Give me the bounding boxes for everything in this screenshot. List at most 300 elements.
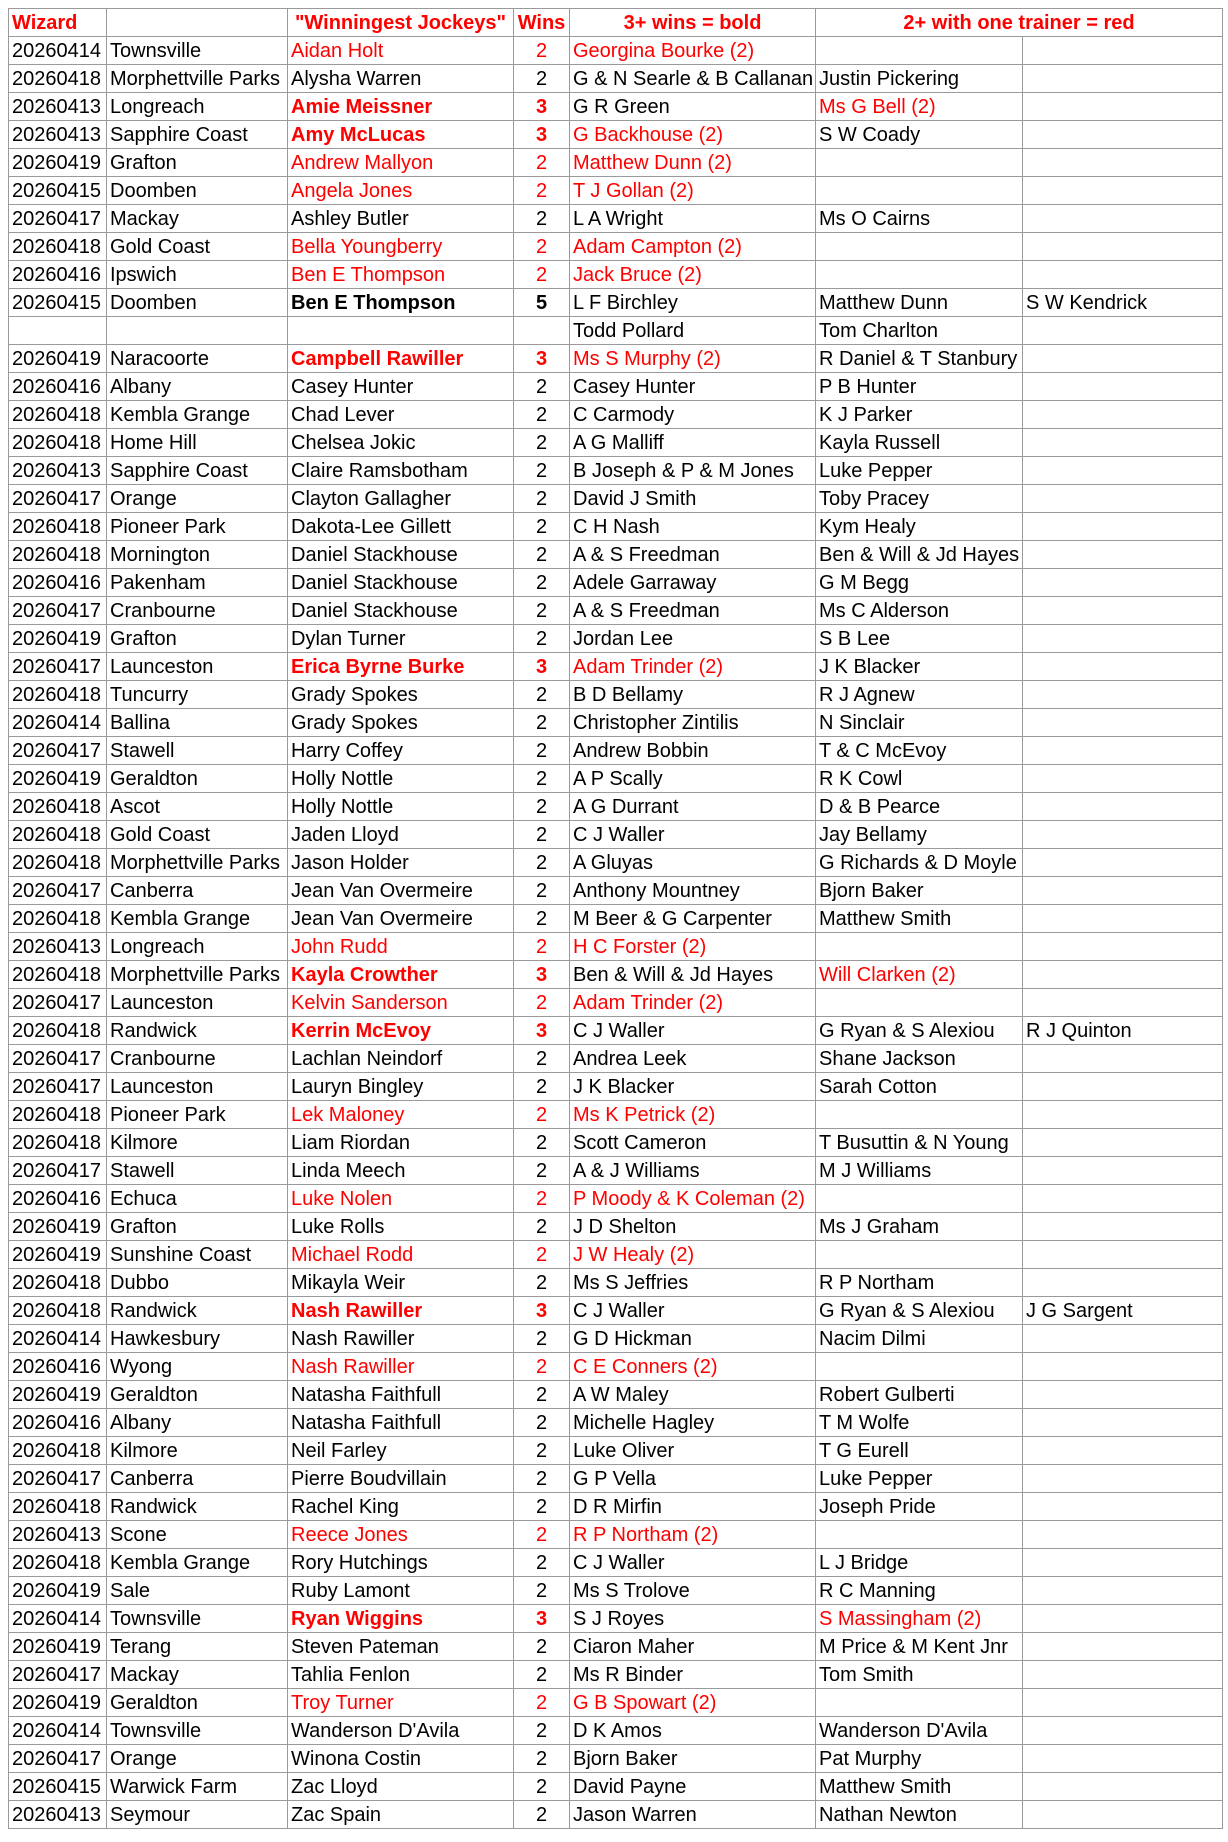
cell-trainer-1[interactable]: Scott Cameron: [570, 1129, 816, 1157]
cell-trainer-3[interactable]: [1023, 905, 1223, 933]
cell-track[interactable]: Scone: [107, 1521, 288, 1549]
cell-trainer-2[interactable]: P B Hunter: [816, 373, 1023, 401]
cell-trainer-3[interactable]: [1023, 317, 1223, 345]
cell-trainer-3[interactable]: [1023, 1101, 1223, 1129]
cell-date[interactable]: 20260419: [9, 1241, 107, 1269]
cell-date[interactable]: 20260417: [9, 597, 107, 625]
cell-track[interactable]: Launceston: [107, 1073, 288, 1101]
cell-date[interactable]: 20260416: [9, 1353, 107, 1381]
cell-track[interactable]: Launceston: [107, 989, 288, 1017]
cell-trainer-1[interactable]: H C Forster (2): [570, 933, 816, 961]
cell-trainer-3[interactable]: [1023, 205, 1223, 233]
cell-trainer-2[interactable]: T G Eurell: [816, 1437, 1023, 1465]
cell-wins[interactable]: 2: [514, 681, 570, 709]
cell-trainer-3[interactable]: [1023, 1073, 1223, 1101]
cell-date[interactable]: 20260417: [9, 989, 107, 1017]
cell-jockey[interactable]: Holly Nottle: [288, 793, 514, 821]
cell-wins[interactable]: 2: [514, 513, 570, 541]
cell-trainer-2[interactable]: [816, 1101, 1023, 1129]
cell-trainer-3[interactable]: [1023, 1129, 1223, 1157]
cell-trainer-3[interactable]: [1023, 1185, 1223, 1213]
cell-track[interactable]: Hawkesbury: [107, 1325, 288, 1353]
cell-wins[interactable]: 2: [514, 1045, 570, 1073]
header-wins[interactable]: Wins: [514, 9, 570, 37]
cell-jockey[interactable]: Ashley Butler: [288, 205, 514, 233]
cell-trainer-3[interactable]: [1023, 37, 1223, 65]
cell-trainer-3[interactable]: [1023, 65, 1223, 93]
cell-track[interactable]: Grafton: [107, 149, 288, 177]
cell-wins[interactable]: 3: [514, 93, 570, 121]
cell-track[interactable]: Ascot: [107, 793, 288, 821]
cell-date[interactable]: 20260413: [9, 933, 107, 961]
cell-trainer-1[interactable]: A & S Freedman: [570, 597, 816, 625]
cell-wins[interactable]: 2: [514, 737, 570, 765]
cell-track[interactable]: Mornington: [107, 541, 288, 569]
cell-jockey[interactable]: Jaden Lloyd: [288, 821, 514, 849]
cell-date[interactable]: 20260417: [9, 1745, 107, 1773]
cell-trainer-2[interactable]: [816, 177, 1023, 205]
cell-trainer-2[interactable]: J K Blacker: [816, 653, 1023, 681]
cell-trainer-1[interactable]: L F Birchley: [570, 289, 816, 317]
cell-jockey[interactable]: Steven Pateman: [288, 1633, 514, 1661]
cell-jockey[interactable]: Natasha Faithfull: [288, 1409, 514, 1437]
cell-trainer-1[interactable]: A & J Williams: [570, 1157, 816, 1185]
cell-date[interactable]: 20260417: [9, 205, 107, 233]
header-jockey[interactable]: "Winningest Jockeys": [288, 9, 514, 37]
cell-trainer-1[interactable]: Adam Campton (2): [570, 233, 816, 261]
cell-trainer-1[interactable]: C J Waller: [570, 1549, 816, 1577]
cell-trainer-2[interactable]: [816, 149, 1023, 177]
cell-trainer-1[interactable]: G D Hickman: [570, 1325, 816, 1353]
cell-track[interactable]: Townsville: [107, 1717, 288, 1745]
cell-jockey[interactable]: Bella Youngberry: [288, 233, 514, 261]
cell-jockey[interactable]: Lauryn Bingley: [288, 1073, 514, 1101]
cell-track[interactable]: Stawell: [107, 1157, 288, 1185]
cell-track[interactable]: Sapphire Coast: [107, 457, 288, 485]
cell-trainer-2[interactable]: [816, 1185, 1023, 1213]
cell-trainer-1[interactable]: C E Conners (2): [570, 1353, 816, 1381]
cell-track[interactable]: Gold Coast: [107, 821, 288, 849]
cell-jockey[interactable]: Jean Van Overmeire: [288, 905, 514, 933]
cell-wins[interactable]: 2: [514, 849, 570, 877]
cell-jockey[interactable]: Lachlan Neindorf: [288, 1045, 514, 1073]
cell-track[interactable]: Doomben: [107, 177, 288, 205]
cell-wins[interactable]: 2: [514, 877, 570, 905]
cell-date[interactable]: 20260418: [9, 1437, 107, 1465]
cell-trainer-3[interactable]: [1023, 1521, 1223, 1549]
cell-wins[interactable]: 2: [514, 625, 570, 653]
cell-date[interactable]: 20260417: [9, 653, 107, 681]
cell-wins[interactable]: 2: [514, 1185, 570, 1213]
cell-date[interactable]: 20260416: [9, 1409, 107, 1437]
cell-wins[interactable]: 2: [514, 541, 570, 569]
cell-trainer-3[interactable]: [1023, 1409, 1223, 1437]
cell-wins[interactable]: 2: [514, 793, 570, 821]
header-track[interactable]: [107, 9, 288, 37]
cell-trainer-1[interactable]: Anthony Mountney: [570, 877, 816, 905]
cell-jockey[interactable]: [288, 317, 514, 345]
cell-track[interactable]: Kembla Grange: [107, 1549, 288, 1577]
cell-trainer-2[interactable]: [816, 261, 1023, 289]
cell-track[interactable]: Pioneer Park: [107, 1101, 288, 1129]
cell-trainer-3[interactable]: [1023, 1045, 1223, 1073]
cell-trainer-1[interactable]: Ben & Will & Jd Hayes: [570, 961, 816, 989]
cell-trainer-1[interactable]: R P Northam (2): [570, 1521, 816, 1549]
cell-trainer-2[interactable]: T Busuttin & N Young: [816, 1129, 1023, 1157]
cell-jockey[interactable]: Jason Holder: [288, 849, 514, 877]
cell-wins[interactable]: 2: [514, 1801, 570, 1829]
cell-jockey[interactable]: Linda Meech: [288, 1157, 514, 1185]
cell-trainer-3[interactable]: [1023, 373, 1223, 401]
cell-trainer-1[interactable]: J D Shelton: [570, 1213, 816, 1241]
cell-date[interactable]: 20260415: [9, 289, 107, 317]
cell-date[interactable]: 20260417: [9, 737, 107, 765]
cell-trainer-1[interactable]: G R Green: [570, 93, 816, 121]
cell-date[interactable]: 20260419: [9, 345, 107, 373]
cell-trainer-3[interactable]: [1023, 1605, 1223, 1633]
cell-wins[interactable]: 2: [514, 1101, 570, 1129]
cell-wins[interactable]: 2: [514, 1773, 570, 1801]
cell-jockey[interactable]: Nash Rawiller: [288, 1325, 514, 1353]
cell-track[interactable]: Grafton: [107, 625, 288, 653]
cell-jockey[interactable]: Andrew Mallyon: [288, 149, 514, 177]
cell-date[interactable]: 20260418: [9, 1297, 107, 1325]
cell-trainer-2[interactable]: L J Bridge: [816, 1549, 1023, 1577]
cell-track[interactable]: Randwick: [107, 1493, 288, 1521]
cell-date[interactable]: 20260418: [9, 1129, 107, 1157]
cell-date[interactable]: 20260418: [9, 1269, 107, 1297]
cell-date[interactable]: 20260416: [9, 373, 107, 401]
cell-track[interactable]: Geraldton: [107, 1689, 288, 1717]
cell-jockey[interactable]: Neil Farley: [288, 1437, 514, 1465]
cell-trainer-2[interactable]: Matthew Smith: [816, 1773, 1023, 1801]
cell-date[interactable]: 20260417: [9, 1045, 107, 1073]
cell-jockey[interactable]: Jean Van Overmeire: [288, 877, 514, 905]
cell-trainer-1[interactable]: Ms R Binder: [570, 1661, 816, 1689]
cell-jockey[interactable]: Lek Maloney: [288, 1101, 514, 1129]
cell-trainer-3[interactable]: [1023, 1549, 1223, 1577]
cell-date[interactable]: 20260414: [9, 37, 107, 65]
cell-trainer-1[interactable]: J W Healy (2): [570, 1241, 816, 1269]
cell-date[interactable]: 20260418: [9, 65, 107, 93]
cell-jockey[interactable]: Rory Hutchings: [288, 1549, 514, 1577]
cell-trainer-3[interactable]: [1023, 121, 1223, 149]
cell-jockey[interactable]: Luke Nolen: [288, 1185, 514, 1213]
cell-track[interactable]: Cranbourne: [107, 1045, 288, 1073]
cell-trainer-2[interactable]: R C Manning: [816, 1577, 1023, 1605]
cell-wins[interactable]: 2: [514, 1745, 570, 1773]
cell-jockey[interactable]: Chad Lever: [288, 401, 514, 429]
cell-trainer-3[interactable]: [1023, 1745, 1223, 1773]
cell-jockey[interactable]: Daniel Stackhouse: [288, 597, 514, 625]
cell-track[interactable]: Morphettville Parks: [107, 961, 288, 989]
cell-wins[interactable]: 2: [514, 37, 570, 65]
cell-track[interactable]: [107, 317, 288, 345]
cell-trainer-3[interactable]: [1023, 149, 1223, 177]
cell-date[interactable]: 20260419: [9, 1213, 107, 1241]
cell-trainer-2[interactable]: T M Wolfe: [816, 1409, 1023, 1437]
cell-jockey[interactable]: John Rudd: [288, 933, 514, 961]
cell-trainer-3[interactable]: [1023, 1717, 1223, 1745]
cell-jockey[interactable]: Liam Riordan: [288, 1129, 514, 1157]
cell-date[interactable]: 20260413: [9, 121, 107, 149]
cell-trainer-2[interactable]: Pat Murphy: [816, 1745, 1023, 1773]
cell-trainer-1[interactable]: Georgina Bourke (2): [570, 37, 816, 65]
cell-trainer-1[interactable]: A G Malliff: [570, 429, 816, 457]
cell-date[interactable]: 20260417: [9, 877, 107, 905]
cell-wins[interactable]: 2: [514, 1325, 570, 1353]
cell-track[interactable]: Kembla Grange: [107, 401, 288, 429]
cell-trainer-2[interactable]: Shane Jackson: [816, 1045, 1023, 1073]
cell-track[interactable]: Kilmore: [107, 1437, 288, 1465]
cell-trainer-2[interactable]: D & B Pearce: [816, 793, 1023, 821]
cell-trainer-2[interactable]: S Massingham (2): [816, 1605, 1023, 1633]
cell-trainer-2[interactable]: M Price & M Kent Jnr: [816, 1633, 1023, 1661]
cell-trainer-3[interactable]: [1023, 1269, 1223, 1297]
cell-track[interactable]: Mackay: [107, 1661, 288, 1689]
cell-trainer-2[interactable]: [816, 989, 1023, 1017]
cell-wins[interactable]: 2: [514, 765, 570, 793]
cell-trainer-3[interactable]: [1023, 1633, 1223, 1661]
cell-track[interactable]: Geraldton: [107, 765, 288, 793]
cell-track[interactable]: Longreach: [107, 933, 288, 961]
cell-wins[interactable]: 2: [514, 177, 570, 205]
cell-jockey[interactable]: Dakota-Lee Gillett: [288, 513, 514, 541]
cell-wins[interactable]: 2: [514, 1409, 570, 1437]
cell-track[interactable]: Doomben: [107, 289, 288, 317]
cell-date[interactable]: 20260415: [9, 1773, 107, 1801]
cell-trainer-3[interactable]: [1023, 429, 1223, 457]
cell-date[interactable]: 20260417: [9, 485, 107, 513]
cell-jockey[interactable]: Aidan Holt: [288, 37, 514, 65]
cell-trainer-3[interactable]: [1023, 1689, 1223, 1717]
cell-jockey[interactable]: Ryan Wiggins: [288, 1605, 514, 1633]
cell-trainer-1[interactable]: B D Bellamy: [570, 681, 816, 709]
cell-trainer-1[interactable]: C H Nash: [570, 513, 816, 541]
cell-jockey[interactable]: Luke Rolls: [288, 1213, 514, 1241]
cell-wins[interactable]: 2: [514, 597, 570, 625]
cell-date[interactable]: 20260413: [9, 93, 107, 121]
cell-track[interactable]: Kembla Grange: [107, 905, 288, 933]
cell-trainer-3[interactable]: [1023, 233, 1223, 261]
cell-wins[interactable]: 2: [514, 1269, 570, 1297]
cell-jockey[interactable]: Natasha Faithfull: [288, 1381, 514, 1409]
cell-date[interactable]: 20260418: [9, 429, 107, 457]
cell-trainer-3[interactable]: [1023, 1493, 1223, 1521]
cell-wins[interactable]: 2: [514, 1437, 570, 1465]
cell-trainer-3[interactable]: [1023, 177, 1223, 205]
cell-track[interactable]: Dubbo: [107, 1269, 288, 1297]
cell-date[interactable]: 20260418: [9, 849, 107, 877]
cell-trainer-2[interactable]: R P Northam: [816, 1269, 1023, 1297]
cell-trainer-3[interactable]: R J Quinton: [1023, 1017, 1223, 1045]
cell-track[interactable]: Sunshine Coast: [107, 1241, 288, 1269]
cell-trainer-2[interactable]: S W Coady: [816, 121, 1023, 149]
cell-track[interactable]: Pioneer Park: [107, 513, 288, 541]
cell-trainer-1[interactable]: A P Scally: [570, 765, 816, 793]
cell-track[interactable]: Seymour: [107, 1801, 288, 1829]
cell-jockey[interactable]: Chelsea Jokic: [288, 429, 514, 457]
cell-track[interactable]: Townsville: [107, 1605, 288, 1633]
cell-trainer-3[interactable]: [1023, 1353, 1223, 1381]
cell-wins[interactable]: 2: [514, 1577, 570, 1605]
cell-trainer-2[interactable]: Tom Charlton: [816, 317, 1023, 345]
cell-trainer-2[interactable]: R Daniel & T Stanbury: [816, 345, 1023, 373]
cell-trainer-3[interactable]: [1023, 933, 1223, 961]
cell-date[interactable]: 20260413: [9, 457, 107, 485]
cell-jockey[interactable]: Kelvin Sanderson: [288, 989, 514, 1017]
cell-track[interactable]: Naracoorte: [107, 345, 288, 373]
cell-trainer-3[interactable]: [1023, 345, 1223, 373]
cell-trainer-3[interactable]: [1023, 1437, 1223, 1465]
cell-wins[interactable]: 2: [514, 1549, 570, 1577]
cell-trainer-2[interactable]: Ms J Graham: [816, 1213, 1023, 1241]
cell-track[interactable]: Kilmore: [107, 1129, 288, 1157]
cell-trainer-3[interactable]: [1023, 989, 1223, 1017]
cell-wins[interactable]: 2: [514, 1493, 570, 1521]
cell-trainer-3[interactable]: [1023, 569, 1223, 597]
cell-trainer-2[interactable]: [816, 933, 1023, 961]
cell-jockey[interactable]: Tahlia Fenlon: [288, 1661, 514, 1689]
cell-trainer-2[interactable]: Luke Pepper: [816, 457, 1023, 485]
cell-date[interactable]: 20260418: [9, 541, 107, 569]
cell-jockey[interactable]: Campbell Rawiller: [288, 345, 514, 373]
cell-wins[interactable]: 3: [514, 653, 570, 681]
cell-trainer-3[interactable]: [1023, 653, 1223, 681]
cell-trainer-3[interactable]: [1023, 513, 1223, 541]
cell-trainer-2[interactable]: G Ryan & S Alexiou: [816, 1297, 1023, 1325]
cell-trainer-3[interactable]: [1023, 1801, 1223, 1829]
cell-trainer-1[interactable]: Adele Garraway: [570, 569, 816, 597]
cell-wins[interactable]: 2: [514, 821, 570, 849]
cell-trainer-3[interactable]: [1023, 457, 1223, 485]
cell-trainer-3[interactable]: [1023, 709, 1223, 737]
cell-date[interactable]: [9, 317, 107, 345]
cell-wins[interactable]: 2: [514, 1521, 570, 1549]
cell-trainer-1[interactable]: T J Gollan (2): [570, 177, 816, 205]
cell-wins[interactable]: 2: [514, 233, 570, 261]
cell-track[interactable]: Tuncurry: [107, 681, 288, 709]
cell-jockey[interactable]: Kayla Crowther: [288, 961, 514, 989]
cell-date[interactable]: 20260419: [9, 1633, 107, 1661]
cell-date[interactable]: 20260413: [9, 1521, 107, 1549]
cell-trainer-2[interactable]: Robert Gulberti: [816, 1381, 1023, 1409]
cell-jockey[interactable]: Claire Ramsbotham: [288, 457, 514, 485]
cell-track[interactable]: Pakenham: [107, 569, 288, 597]
cell-trainer-2[interactable]: K J Parker: [816, 401, 1023, 429]
cell-trainer-1[interactable]: C J Waller: [570, 1297, 816, 1325]
cell-jockey[interactable]: Ben E Thompson: [288, 261, 514, 289]
cell-trainer-1[interactable]: Jordan Lee: [570, 625, 816, 653]
cell-jockey[interactable]: Grady Spokes: [288, 709, 514, 737]
cell-trainer-1[interactable]: David J Smith: [570, 485, 816, 513]
cell-wins[interactable]: 3: [514, 1017, 570, 1045]
cell-wins[interactable]: 2: [514, 261, 570, 289]
cell-track[interactable]: Orange: [107, 485, 288, 513]
cell-trainer-2[interactable]: Matthew Smith: [816, 905, 1023, 933]
cell-wins[interactable]: 2: [514, 457, 570, 485]
cell-wins[interactable]: 2: [514, 401, 570, 429]
cell-trainer-2[interactable]: S B Lee: [816, 625, 1023, 653]
cell-track[interactable]: Wyong: [107, 1353, 288, 1381]
cell-wins[interactable]: 2: [514, 1661, 570, 1689]
cell-jockey[interactable]: Ruby Lamont: [288, 1577, 514, 1605]
cell-jockey[interactable]: Winona Costin: [288, 1745, 514, 1773]
cell-trainer-1[interactable]: Ms S Jeffries: [570, 1269, 816, 1297]
cell-trainer-2[interactable]: Nacim Dilmi: [816, 1325, 1023, 1353]
cell-trainer-3[interactable]: [1023, 1157, 1223, 1185]
cell-trainer-1[interactable]: A G Durrant: [570, 793, 816, 821]
cell-date[interactable]: 20260417: [9, 1661, 107, 1689]
cell-trainer-1[interactable]: A Gluyas: [570, 849, 816, 877]
cell-wins[interactable]: 3: [514, 1605, 570, 1633]
cell-trainer-1[interactable]: D R Mirfin: [570, 1493, 816, 1521]
cell-trainer-1[interactable]: P Moody & K Coleman (2): [570, 1185, 816, 1213]
cell-jockey[interactable]: Nash Rawiller: [288, 1353, 514, 1381]
cell-track[interactable]: Randwick: [107, 1297, 288, 1325]
cell-trainer-2[interactable]: Ms O Cairns: [816, 205, 1023, 233]
cell-trainer-1[interactable]: A W Maley: [570, 1381, 816, 1409]
cell-date[interactable]: 20260418: [9, 821, 107, 849]
cell-trainer-2[interactable]: Matthew Dunn: [816, 289, 1023, 317]
cell-date[interactable]: 20260414: [9, 709, 107, 737]
cell-trainer-3[interactable]: [1023, 961, 1223, 989]
cell-date[interactable]: 20260416: [9, 569, 107, 597]
cell-wins[interactable]: 2: [514, 933, 570, 961]
cell-trainer-1[interactable]: Jason Warren: [570, 1801, 816, 1829]
cell-jockey[interactable]: Casey Hunter: [288, 373, 514, 401]
cell-trainer-2[interactable]: R J Agnew: [816, 681, 1023, 709]
cell-trainer-1[interactable]: Bjorn Baker: [570, 1745, 816, 1773]
cell-trainer-3[interactable]: [1023, 541, 1223, 569]
cell-date[interactable]: 20260418: [9, 1549, 107, 1577]
cell-trainer-3[interactable]: [1023, 1773, 1223, 1801]
cell-jockey[interactable]: Daniel Stackhouse: [288, 541, 514, 569]
cell-trainer-2[interactable]: [816, 1353, 1023, 1381]
cell-trainer-2[interactable]: Luke Pepper: [816, 1465, 1023, 1493]
cell-track[interactable]: Morphettville Parks: [107, 65, 288, 93]
cell-date[interactable]: 20260418: [9, 793, 107, 821]
cell-trainer-3[interactable]: [1023, 1241, 1223, 1269]
cell-trainer-1[interactable]: G & N Searle & B Callanan: [570, 65, 816, 93]
cell-trainer-2[interactable]: Will Clarken (2): [816, 961, 1023, 989]
cell-track[interactable]: Stawell: [107, 737, 288, 765]
cell-jockey[interactable]: Alysha Warren: [288, 65, 514, 93]
cell-trainer-2[interactable]: [816, 1241, 1023, 1269]
cell-track[interactable]: Warwick Farm: [107, 1773, 288, 1801]
cell-date[interactable]: 20260418: [9, 233, 107, 261]
cell-trainer-3[interactable]: [1023, 849, 1223, 877]
cell-track[interactable]: Townsville: [107, 37, 288, 65]
cell-track[interactable]: Grafton: [107, 1213, 288, 1241]
cell-trainer-3[interactable]: [1023, 93, 1223, 121]
cell-wins[interactable]: 5: [514, 289, 570, 317]
cell-trainer-3[interactable]: [1023, 821, 1223, 849]
cell-trainer-1[interactable]: Ms S Murphy (2): [570, 345, 816, 373]
cell-trainer-3[interactable]: [1023, 485, 1223, 513]
cell-track[interactable]: Echuca: [107, 1185, 288, 1213]
cell-jockey[interactable]: Nash Rawiller: [288, 1297, 514, 1325]
cell-wins[interactable]: 2: [514, 1381, 570, 1409]
cell-wins[interactable]: 2: [514, 373, 570, 401]
cell-trainer-2[interactable]: Toby Pracey: [816, 485, 1023, 513]
cell-trainer-2[interactable]: G M Begg: [816, 569, 1023, 597]
cell-trainer-1[interactable]: David Payne: [570, 1773, 816, 1801]
cell-trainer-2[interactable]: [816, 37, 1023, 65]
cell-wins[interactable]: 2: [514, 1157, 570, 1185]
cell-jockey[interactable]: Amy McLucas: [288, 121, 514, 149]
cell-date[interactable]: 20260418: [9, 513, 107, 541]
